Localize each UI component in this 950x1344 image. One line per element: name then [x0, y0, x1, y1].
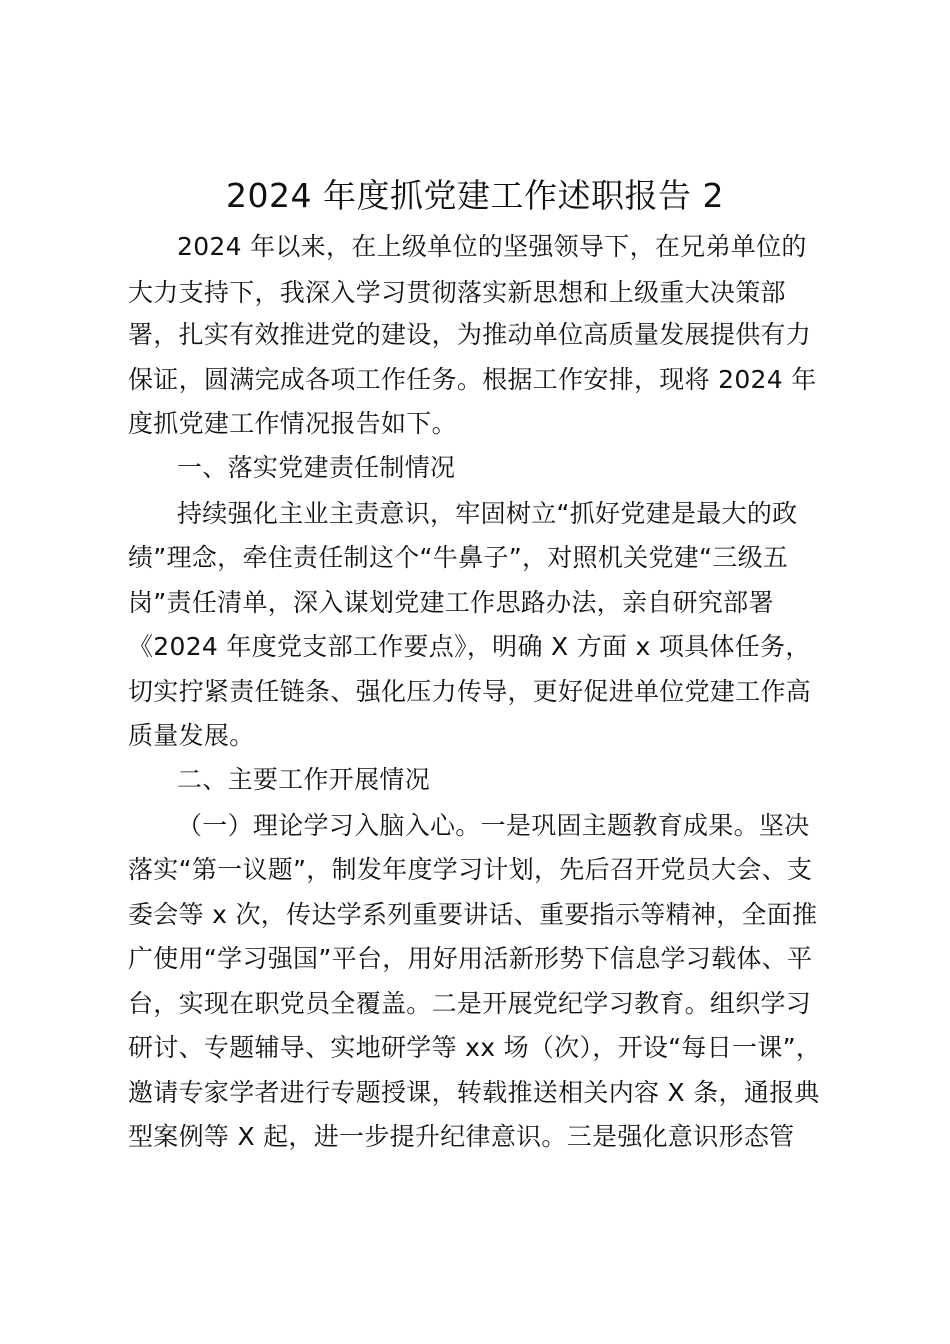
paragraph-line: 持续强化主业主责意识，牢固树立“抓好党建是最大的政	[177, 499, 798, 528]
paragraph-line: 度抓党建工作情况报告如下。	[128, 409, 457, 438]
paragraph-line: 邀请专家学者进行专题授课，转载推送相关内容 X 条，通报典	[128, 1078, 820, 1107]
paragraph-line: 委会等 x 次，传达学系列重要讲话、重要指示等精神，全面推	[128, 900, 818, 929]
paragraph-line: 保证，圆满完成各项工作任务。根据工作安排，现将 2024 年	[128, 365, 817, 394]
paragraph-line: 落实“第一议题”，制发年度学习计划，先后召开党员大会、支	[128, 855, 813, 884]
document-title: 2024 年度抓党建工作述职报告 2	[226, 176, 724, 215]
paragraph-line: 岗”责任清单，深入谋划党建工作思路办法，亲自研究部署	[128, 588, 774, 617]
paragraph-line: 2024 年以来，在上级单位的坚强领导下，在兄弟单位的	[177, 232, 807, 261]
paragraph-line: 研讨、专题辅导、实地研学等 xx 场（次），开设“每日一课”，	[128, 1033, 822, 1062]
paragraph-line: 广使用“学习强国”平台，用好用活新形势下信息学习载体、平	[128, 944, 813, 973]
paragraph-line: 切实拧紧责任链条、强化压力传导，更好促进单位党建工作高	[128, 677, 812, 706]
paragraph-line: 《2024 年度党支部工作要点》，明确 X 方面 x 项具体任务，	[128, 632, 811, 661]
section-heading: 一、落实党建责任制情况	[177, 453, 456, 482]
paragraph-line: 台，实现在职党员全覆盖。二是开展党纪学习教育。组织学习	[128, 989, 812, 1018]
paragraph-line: 绩”理念，牵住责任制这个“牛鼻子”，对照机关党建“三级五	[128, 543, 789, 572]
paragraph-line: 质量发展。	[128, 721, 255, 750]
paragraph-line: 大力支持下，我深入学习贯彻落实新思想和上级重大决策部	[128, 278, 786, 307]
paragraph-line: 署，扎实有效推进党的建设，为推动单位高质量发展提供有力	[128, 320, 812, 349]
paragraph-line: （一）理论学习入脑入心。一是巩固主题教育成果。坚决	[177, 811, 810, 840]
paragraph-line: 型案例等 X 起，进一步提升纪律意识。三是强化意识形态管	[128, 1122, 795, 1151]
section-heading: 二、主要工作开展情况	[177, 765, 431, 794]
